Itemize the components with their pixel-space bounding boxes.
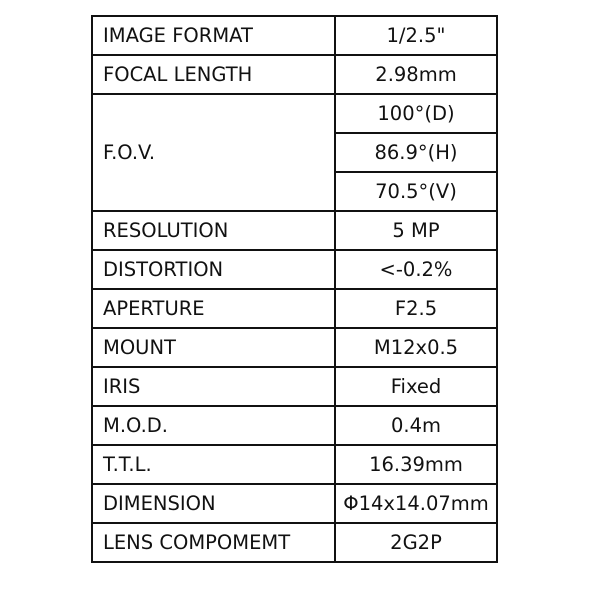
mod-value: 0.4m bbox=[335, 406, 497, 445]
table-row-mod bbox=[92, 406, 497, 445]
table-row-distortion bbox=[92, 250, 497, 289]
fov-label: F.O.V. bbox=[92, 94, 335, 211]
lens-spec-table bbox=[91, 15, 498, 563]
ttl-value: 16.39mm bbox=[335, 445, 497, 484]
table-row-dimension bbox=[92, 484, 497, 523]
fov-horizontal-value: 86.9°(H) bbox=[335, 133, 497, 172]
dimension-label: DIMENSION bbox=[92, 484, 335, 523]
table-row-mount bbox=[92, 328, 497, 367]
mount-label: MOUNT bbox=[92, 328, 335, 367]
resolution-label: RESOLUTION bbox=[92, 211, 335, 250]
table-row-iris bbox=[92, 367, 497, 406]
fov-diagonal-value: 100°(D) bbox=[335, 94, 497, 133]
image-format-label: IMAGE FORMAT bbox=[92, 16, 335, 55]
aperture-value: F2.5 bbox=[335, 289, 497, 328]
table-row-image-format bbox=[92, 16, 497, 55]
table-row-resolution bbox=[92, 211, 497, 250]
focal-length-value: 2.98mm bbox=[335, 55, 497, 94]
focal-length-label: FOCAL LENGTH bbox=[92, 55, 335, 94]
aperture-label: APERTURE bbox=[92, 289, 335, 328]
table-row-fov-diagonal bbox=[92, 94, 497, 133]
table-row-aperture bbox=[92, 289, 497, 328]
distortion-label: DISTORTION bbox=[92, 250, 335, 289]
lens-component-label: LENS COMPOMEMT bbox=[92, 523, 335, 562]
fov-vertical-value: 70.5°(V) bbox=[335, 172, 497, 211]
table-row-lens-component bbox=[92, 523, 497, 562]
image-format-value: 1/2.5" bbox=[335, 16, 497, 55]
mod-label: M.O.D. bbox=[92, 406, 335, 445]
iris-value: Fixed bbox=[335, 367, 497, 406]
iris-label: IRIS bbox=[92, 367, 335, 406]
distortion-value: <-0.2% bbox=[335, 250, 497, 289]
ttl-label: T.T.L. bbox=[92, 445, 335, 484]
lens-component-value: 2G2P bbox=[335, 523, 497, 562]
dimension-value: Φ14x14.07mm bbox=[335, 484, 497, 523]
table-row-ttl bbox=[92, 445, 497, 484]
resolution-value: 5 MP bbox=[335, 211, 497, 250]
table-row-focal-length bbox=[92, 55, 497, 94]
mount-value: M12x0.5 bbox=[335, 328, 497, 367]
